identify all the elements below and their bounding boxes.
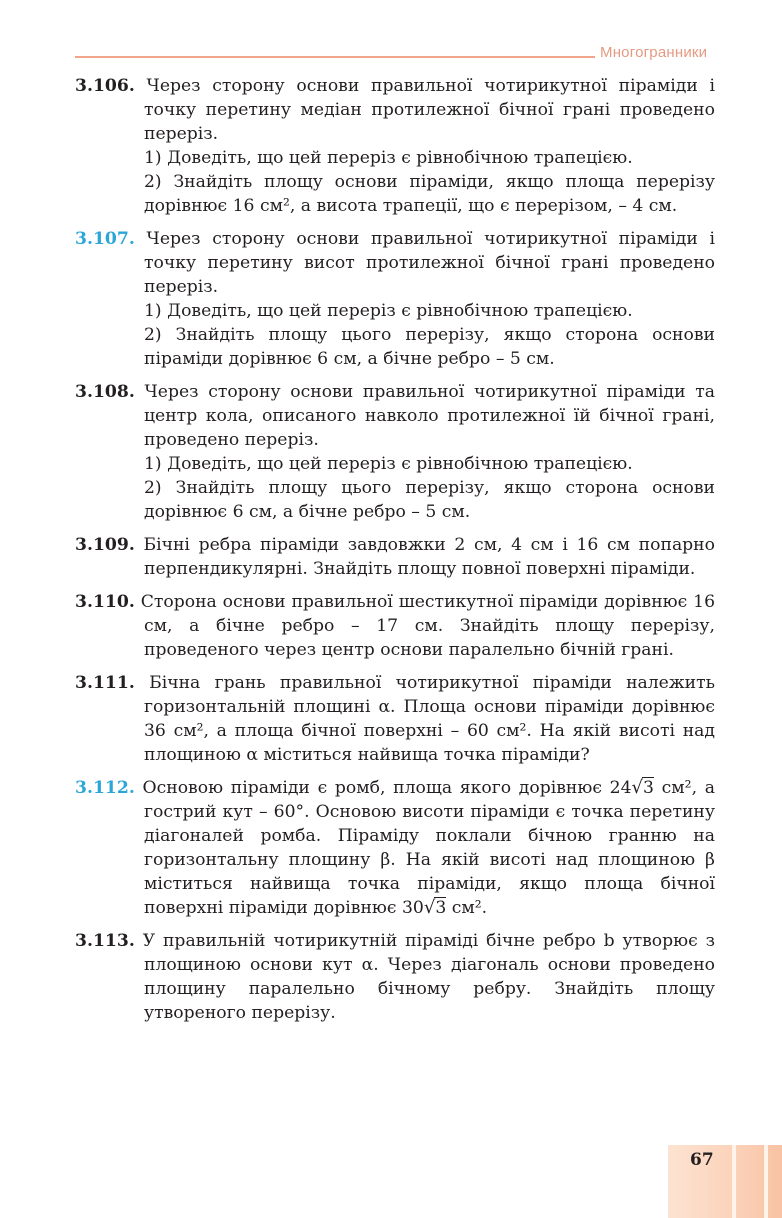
header-rule (75, 56, 595, 58)
problem-number: 3.107. (75, 229, 135, 249)
problem-3-106 (75, 74, 715, 218)
decor-stripe (732, 1145, 736, 1218)
sqrt-sign: √ (423, 897, 436, 918)
problem-text: Через сторону основи правильної чотирикутної піраміди і точку перетину висот протилежної бічної грані проведено переріз. (144, 229, 715, 297)
problem-item: 1) Доведіть, що цей переріз є рівнобічною трапецією. (144, 301, 633, 321)
problem-number: 3.108. (75, 382, 135, 402)
problem-3-109 (75, 533, 715, 581)
problem-3-111 (75, 671, 715, 767)
problem-item: 2) Знайдіть площу цього перерізу, якщо сторона основи піраміди дорівнює 6 см, а бічне ребро – 5 см. (144, 325, 715, 369)
problem-text: Основою піраміди є ромб, площа якого дорівнює 24 (142, 778, 632, 798)
problem-text: Сторона основи правильної шестикутної піраміди дорівнює 16 см, а бічне ребро – 17 см. Знайдіть площу перерізу, проведеного через центр основи паралельно бічній грані. (140, 592, 715, 660)
problem-text: Через сторону основи правильної чотирикутної піраміди та центр кола, описаного навколо протилежної їй бічної грані, проведено переріз. (144, 382, 715, 450)
problem-text: Через сторону основи правильної чотирикутної піраміди і точку перетину медіан протилежної бічної грані проведено переріз. (144, 76, 715, 144)
page-number: 67 (690, 1150, 714, 1170)
problem-3-107 (75, 227, 715, 371)
radicand: 3 (643, 778, 654, 798)
decor-stripe (764, 1145, 768, 1218)
problem-item: 2) Знайдіть площу цього перерізу, якщо сторона основи дорівнює 6 см, а бічне ребро – 5 см. (144, 478, 715, 522)
problem-number: 3.111. (75, 673, 135, 693)
problem-3-108 (75, 380, 715, 524)
problem-text: У правильній чотирикутній піраміді бічне ребро b утворює з площиною основи кут α. Через діагональ основи проведено площину паралельно бічному ребру. Знайдіть площу утвореного перерізу. (142, 931, 715, 1023)
page-corner-decoration (668, 1145, 782, 1218)
problem-text-cont: см², а гострий кут – 60°. Основою висоти піраміди є точка перетину діагоналей ромба. Піраміду поклали бічною гранню на горизонтальну площину β. На якій висоті над площиною β міститься найвища точка піраміди, якщо площа бічної поверхні піраміди дорівнює 30 (144, 778, 715, 918)
problem-list (75, 74, 715, 1034)
problem-3-112 (75, 776, 715, 920)
sqrt-sign: √ (631, 777, 644, 798)
problem-text-end: см². (446, 898, 488, 918)
chapter-title: Многогранники (600, 44, 708, 61)
problem-item: 2) Знайдіть площу основи піраміди, якщо площа перерізу дорівнює 16 см², а висота трапеції, що є перерізом, – 4 см. (144, 172, 715, 216)
problem-number: 3.109. (75, 535, 135, 555)
problem-3-110 (75, 590, 715, 662)
problem-number: 3.106. (75, 76, 135, 96)
problem-text: Бічна грань правильної чотирикутної піраміди належить горизонтальній площині α. Площа основи піраміди дорівнює 36 см², а площа бічної поверхні – 60 см². На якій висоті над площиною α міститься найвища точка піраміди? (144, 673, 715, 765)
radicand: 3 (435, 898, 447, 918)
problem-number: 3.112. (75, 778, 135, 798)
problem-number: 3.110. (75, 592, 135, 612)
problem-text: Бічні ребра піраміди завдовжки 2 см, 4 см і 16 см попарно перпендикулярні. Знайдіть площу повної поверхні піраміди. (143, 535, 715, 579)
problem-number: 3.113. (75, 931, 135, 951)
problem-item: 1) Доведіть, що цей переріз є рівнобічною трапецією. (144, 454, 633, 474)
problem-item: 1) Доведіть, що цей переріз є рівнобічною трапецією. (144, 148, 633, 168)
problem-3-113 (75, 929, 715, 1025)
